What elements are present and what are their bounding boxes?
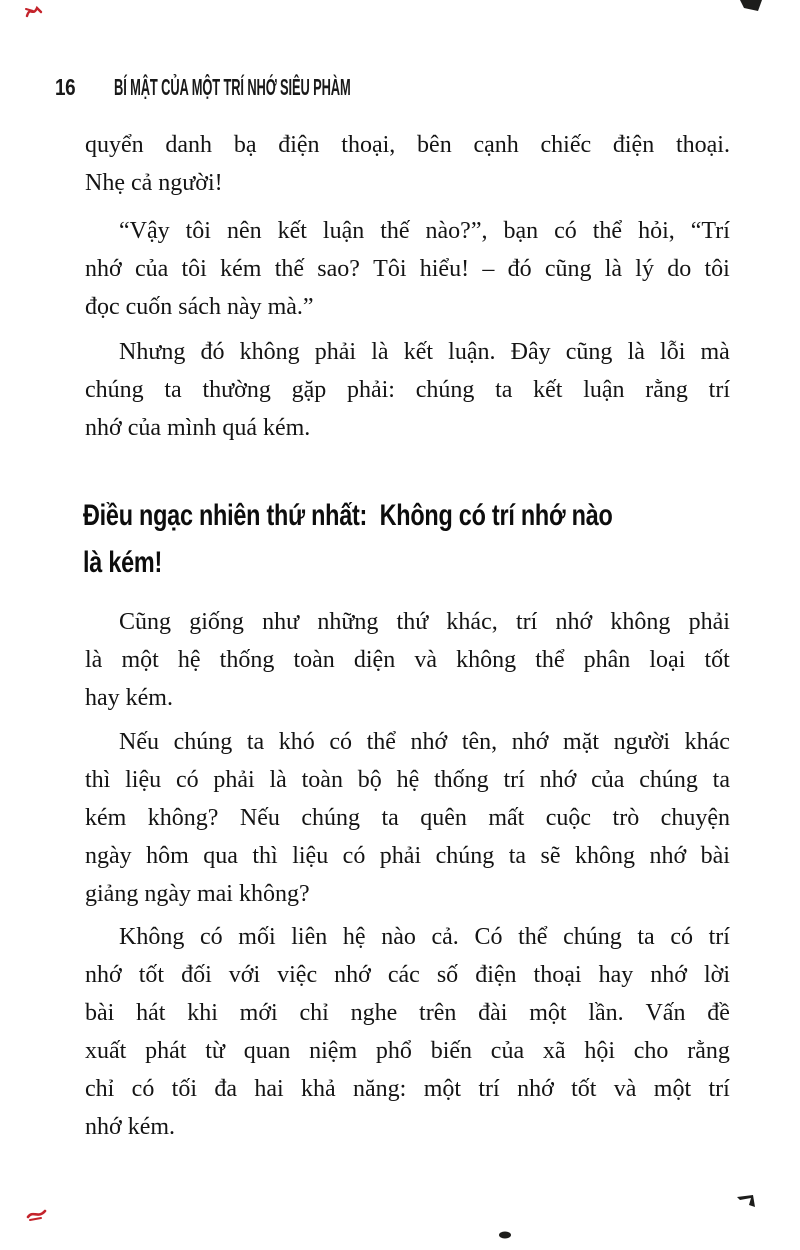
scan-mark-black-top-right [738, 0, 762, 13]
section-heading [83, 492, 730, 586]
scan-mark-black-bottom-right [736, 1194, 756, 1209]
text-line: ngày hôm qua thì liệu có phải chúng ta sẽ không nhớ bài [85, 843, 730, 869]
text-line: quyển danh bạ điện thoại, bên cạnh chiếc điện thoại. [85, 132, 730, 158]
text-line: đọc cuốn sách này mà.” [85, 294, 314, 320]
text-line: giảng ngày mai không? [85, 881, 310, 907]
paragraph-3 [85, 333, 730, 447]
text-line: “Vậy tôi nên kết luận thế nào?”, bạn có thể hỏi, “Trí [119, 218, 730, 244]
text-line: Nhẹ cả người! [85, 170, 223, 196]
text-line: bài hát khi mới chỉ nghe trên đài một lần. Vấn đề [85, 1000, 730, 1026]
text-line: nhớ của mình quá kém. [85, 415, 311, 441]
paragraph-6 [85, 918, 730, 1146]
text-line: Không có mối liên hệ nào cả. Có thể chúng ta có trí [119, 924, 730, 950]
text-line: Điều ngạc nhiên thứ nhất: Không có trí nhớ nào [83, 499, 613, 532]
scan-mark-black-bottom-center [498, 1230, 513, 1240]
text-line: nhớ kém. [85, 1114, 176, 1140]
book-title: BÍ MẬT CỦA MỘT TRÍ NHỚ SIÊU PHÀM [113, 74, 351, 100]
paragraph-4 [85, 603, 730, 717]
text-line: Cũng giống như những thứ khác, trí nhớ không phải [119, 609, 730, 635]
text-line: hay kém. [85, 685, 173, 711]
paragraph-5 [85, 723, 730, 913]
text-line: chúng ta thường gặp phải: chúng ta kết luận rằng trí [85, 377, 730, 403]
text-line: là kém! [83, 546, 163, 579]
scan-mark-red-top-left [24, 3, 44, 20]
text-line: là một hệ thống toàn diện và không thể phân loại tốt [85, 647, 730, 673]
paragraph-2 [85, 212, 730, 326]
page-number: 16 [55, 74, 76, 100]
text-line: Nếu chúng ta khó có thể nhớ tên, nhớ mặt người khác [119, 729, 730, 755]
text-line: chỉ có tối đa hai khả năng: một trí nhớ tốt và một trí [85, 1076, 730, 1102]
text-line: thì liệu có phải là toàn bộ hệ thống trí nhớ của chúng ta [85, 767, 730, 793]
text-line: nhớ của tôi kém thế sao? Tôi hiểu! – đó cũng là lý do tôi [85, 256, 730, 282]
text-line: xuất phát từ quan niệm phổ biến của xã hội cho rằng [85, 1038, 730, 1064]
scan-mark-red-bottom-left [26, 1206, 48, 1222]
paragraph-1 [85, 126, 730, 202]
text-line: kém không? Nếu chúng ta quên mất cuộc trò chuyện [85, 805, 730, 831]
running-header [55, 74, 536, 100]
text-line: nhớ tốt đối với việc nhớ các số điện thoại hay nhớ lời [85, 962, 730, 988]
text-line: Nhưng đó không phải là kết luận. Đây cũng là lỗi mà [119, 339, 730, 365]
